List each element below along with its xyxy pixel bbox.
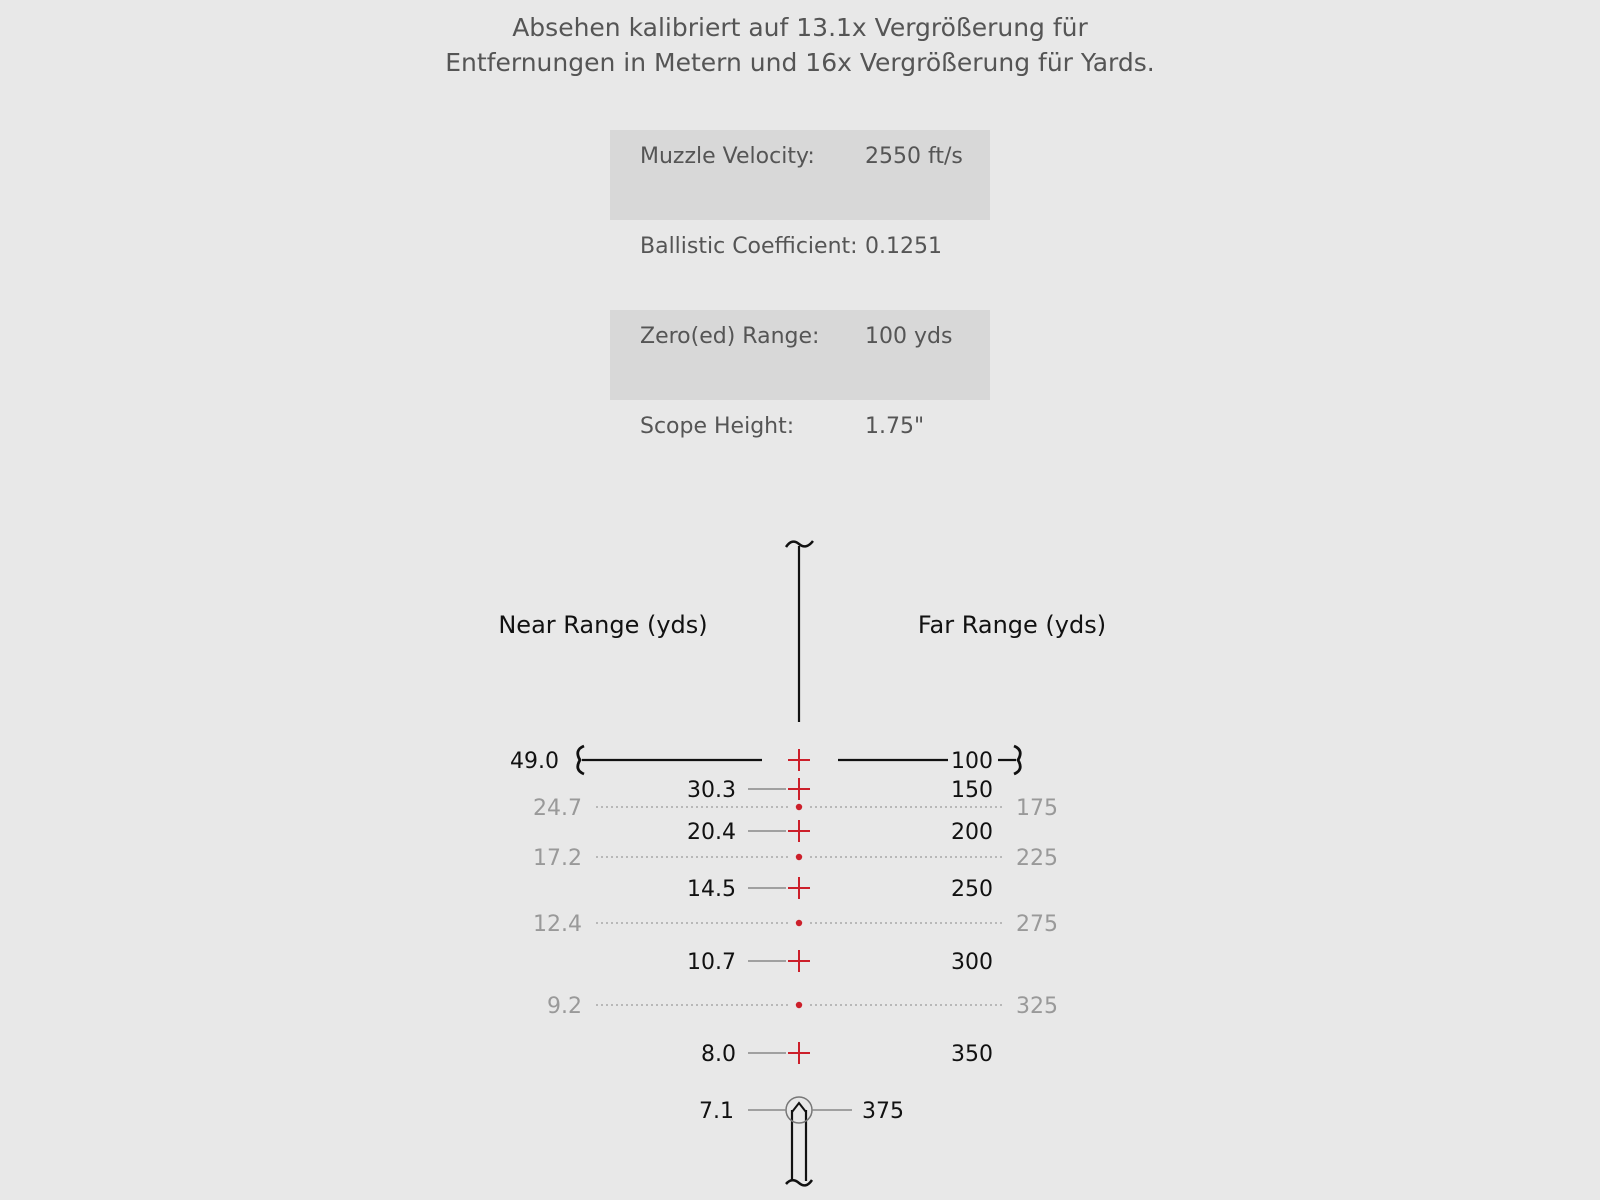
near-range-label-intermediate: 12.4 xyxy=(533,912,582,937)
far-range-title: Far Range (yds) xyxy=(917,611,1107,639)
far-range-label-intermediate: 175 xyxy=(1016,796,1058,821)
near-range-label: 14.5 xyxy=(687,877,736,902)
near-range-label: 20.4 xyxy=(687,820,736,845)
spec-value: 2550 ft/s xyxy=(865,144,963,169)
far-range-label: 100 xyxy=(951,749,993,774)
holdover-dot xyxy=(796,804,802,810)
far-range-label: 150 xyxy=(951,778,993,803)
far-range-label: 350 xyxy=(951,1042,993,1067)
near-range-label: 30.3 xyxy=(687,778,736,803)
bottom-post-taper xyxy=(786,1180,812,1185)
near-range-label: 10.7 xyxy=(687,950,736,975)
caption-line-1: Absehen kalibriert auf 13.1x Vergrößerung für xyxy=(512,13,1088,42)
spec-label: Zero(ed) Range: xyxy=(640,324,820,349)
far-range-label: 375 xyxy=(862,1099,904,1124)
near-range-label: 8.0 xyxy=(701,1042,736,1067)
holdover-circle xyxy=(786,1097,812,1123)
holdover-marks xyxy=(510,749,1058,1124)
spec-value: 0.1251 xyxy=(865,234,942,259)
spec-label: Ballistic Coefficient: xyxy=(640,234,858,259)
spec-value: 1.75" xyxy=(865,414,925,439)
far-range-label-intermediate: 325 xyxy=(1016,994,1058,1019)
spec-value: 100 yds xyxy=(865,324,953,349)
spec-label: Scope Height: xyxy=(640,414,795,439)
holdover-dot xyxy=(796,854,802,860)
far-range-label: 300 xyxy=(951,950,993,975)
bottom-post xyxy=(792,1110,806,1181)
caption-line-2: Entfernungen in Metern und 16x Vergrößerung für Yards. xyxy=(445,48,1155,77)
far-range-label: 200 xyxy=(951,820,993,845)
far-range-label-intermediate: 225 xyxy=(1016,846,1058,871)
bottom-post-tip xyxy=(792,1103,806,1112)
holdover-dot xyxy=(796,920,802,926)
far-range-label-intermediate: 275 xyxy=(1016,912,1058,937)
near-range-label-intermediate: 17.2 xyxy=(533,846,582,871)
near-range-label-intermediate: 24.7 xyxy=(533,796,582,821)
near-range-label-intermediate: 9.2 xyxy=(547,994,582,1019)
near-range-label: 49.0 xyxy=(510,749,559,774)
holdover-dot xyxy=(796,1002,802,1008)
spec-label: Muzzle Velocity: xyxy=(640,144,815,169)
near-range-title: Near Range (yds) xyxy=(498,611,708,639)
far-range-label: 250 xyxy=(951,877,993,902)
near-range-label: 7.1 xyxy=(699,1099,734,1124)
